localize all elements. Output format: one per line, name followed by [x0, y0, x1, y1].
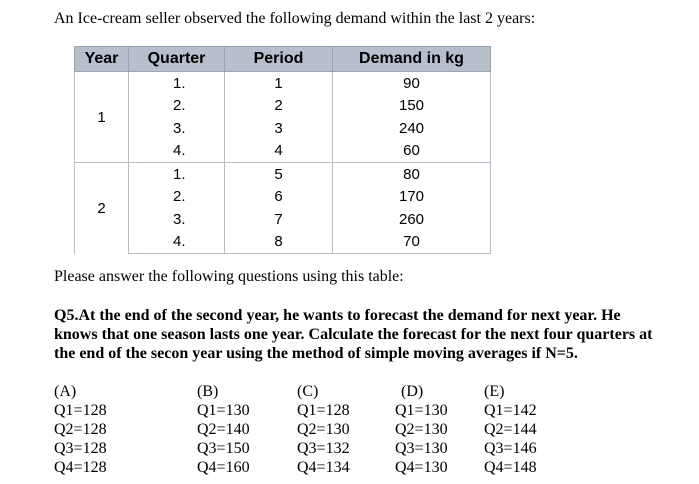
instruction-text: Please answer the following questions using this table:	[54, 268, 404, 285]
table-header-row	[75, 47, 491, 72]
answer-option	[395, 382, 448, 477]
period-cell: 7	[225, 208, 333, 231]
period-cell: 6	[225, 186, 333, 209]
option-line: Q2=130	[395, 421, 448, 438]
year-cell: 2	[75, 163, 129, 254]
table-row	[75, 117, 491, 140]
option-line: Q2=130	[297, 421, 350, 438]
demand-cell: 90	[333, 72, 491, 95]
period-cell: 2	[225, 95, 333, 118]
header-demand: Demand in kg	[333, 47, 491, 72]
option-line: Q3=130	[395, 440, 448, 457]
period-cell: 8	[225, 231, 333, 254]
quarter-cell: 4.	[129, 231, 225, 254]
demand-cell: 70	[333, 231, 491, 254]
quarter-cell: 1.	[129, 72, 225, 95]
table-row	[75, 140, 491, 163]
quarter-cell: 3.	[129, 117, 225, 140]
period-cell: 4	[225, 140, 333, 163]
table-row	[75, 186, 491, 209]
option-line: Q3=128	[54, 440, 107, 457]
option-line: Q4=130	[395, 459, 448, 476]
option-line: Q4=128	[54, 459, 107, 476]
quarter-cell: 2.	[129, 186, 225, 209]
intro-text: An Ice-cream seller observed the following demand within the last 2 years:	[54, 10, 536, 27]
option-line: Q4=134	[297, 459, 350, 476]
quarter-cell: 2.	[129, 95, 225, 118]
period-cell: 3	[225, 117, 333, 140]
table-row	[75, 72, 491, 95]
option-line: Q3=132	[297, 440, 350, 457]
option-line: Q1=130	[197, 402, 250, 419]
option-label: (E)	[484, 383, 505, 400]
demand-cell: 80	[333, 163, 491, 186]
period-cell: 5	[225, 163, 333, 186]
option-label: (B)	[197, 383, 219, 400]
question-text: Q5.At the end of the second year, he wants to forecast the demand for next year. He knows that one season lasts one year. Calculate the forecast for the next four quarters at the end of the secon year using the method of simple moving averages if N=5.	[54, 307, 653, 362]
option-line: Q2=140	[197, 421, 250, 438]
demand-cell: 60	[333, 140, 491, 163]
option-line: Q2=144	[484, 421, 537, 438]
option-line: Q3=146	[484, 440, 537, 457]
option-line: Q1=142	[484, 402, 537, 419]
header-year: Year	[75, 47, 129, 72]
quarter-cell: 3.	[129, 208, 225, 231]
table-row	[75, 163, 491, 186]
period-cell: 1	[225, 72, 333, 95]
option-label: (D)	[401, 383, 424, 400]
answer-option	[484, 382, 537, 477]
demand-table	[74, 46, 491, 254]
answer-option	[197, 382, 250, 477]
quarter-cell: 4.	[129, 140, 225, 163]
table-row	[75, 208, 491, 231]
demand-cell: 240	[333, 117, 491, 140]
table-row	[75, 231, 491, 254]
option-label: (A)	[54, 383, 77, 400]
answer-option	[297, 382, 350, 477]
option-line: Q2=128	[54, 421, 107, 438]
option-line: Q3=150	[197, 440, 250, 457]
demand-cell: 150	[333, 95, 491, 118]
option-line: Q1=128	[297, 402, 350, 419]
table-row	[75, 95, 491, 118]
option-label: (C)	[297, 383, 319, 400]
header-period: Period	[225, 47, 333, 72]
answer-option	[54, 382, 107, 477]
header-quarter: Quarter	[129, 47, 225, 72]
year-cell: 1	[75, 72, 129, 163]
demand-cell: 170	[333, 186, 491, 209]
quarter-cell: 1.	[129, 163, 225, 186]
option-line: Q4=160	[197, 459, 250, 476]
demand-cell: 260	[333, 208, 491, 231]
option-line: Q1=130	[395, 402, 448, 419]
option-line: Q1=128	[54, 402, 107, 419]
option-line: Q4=148	[484, 459, 537, 476]
